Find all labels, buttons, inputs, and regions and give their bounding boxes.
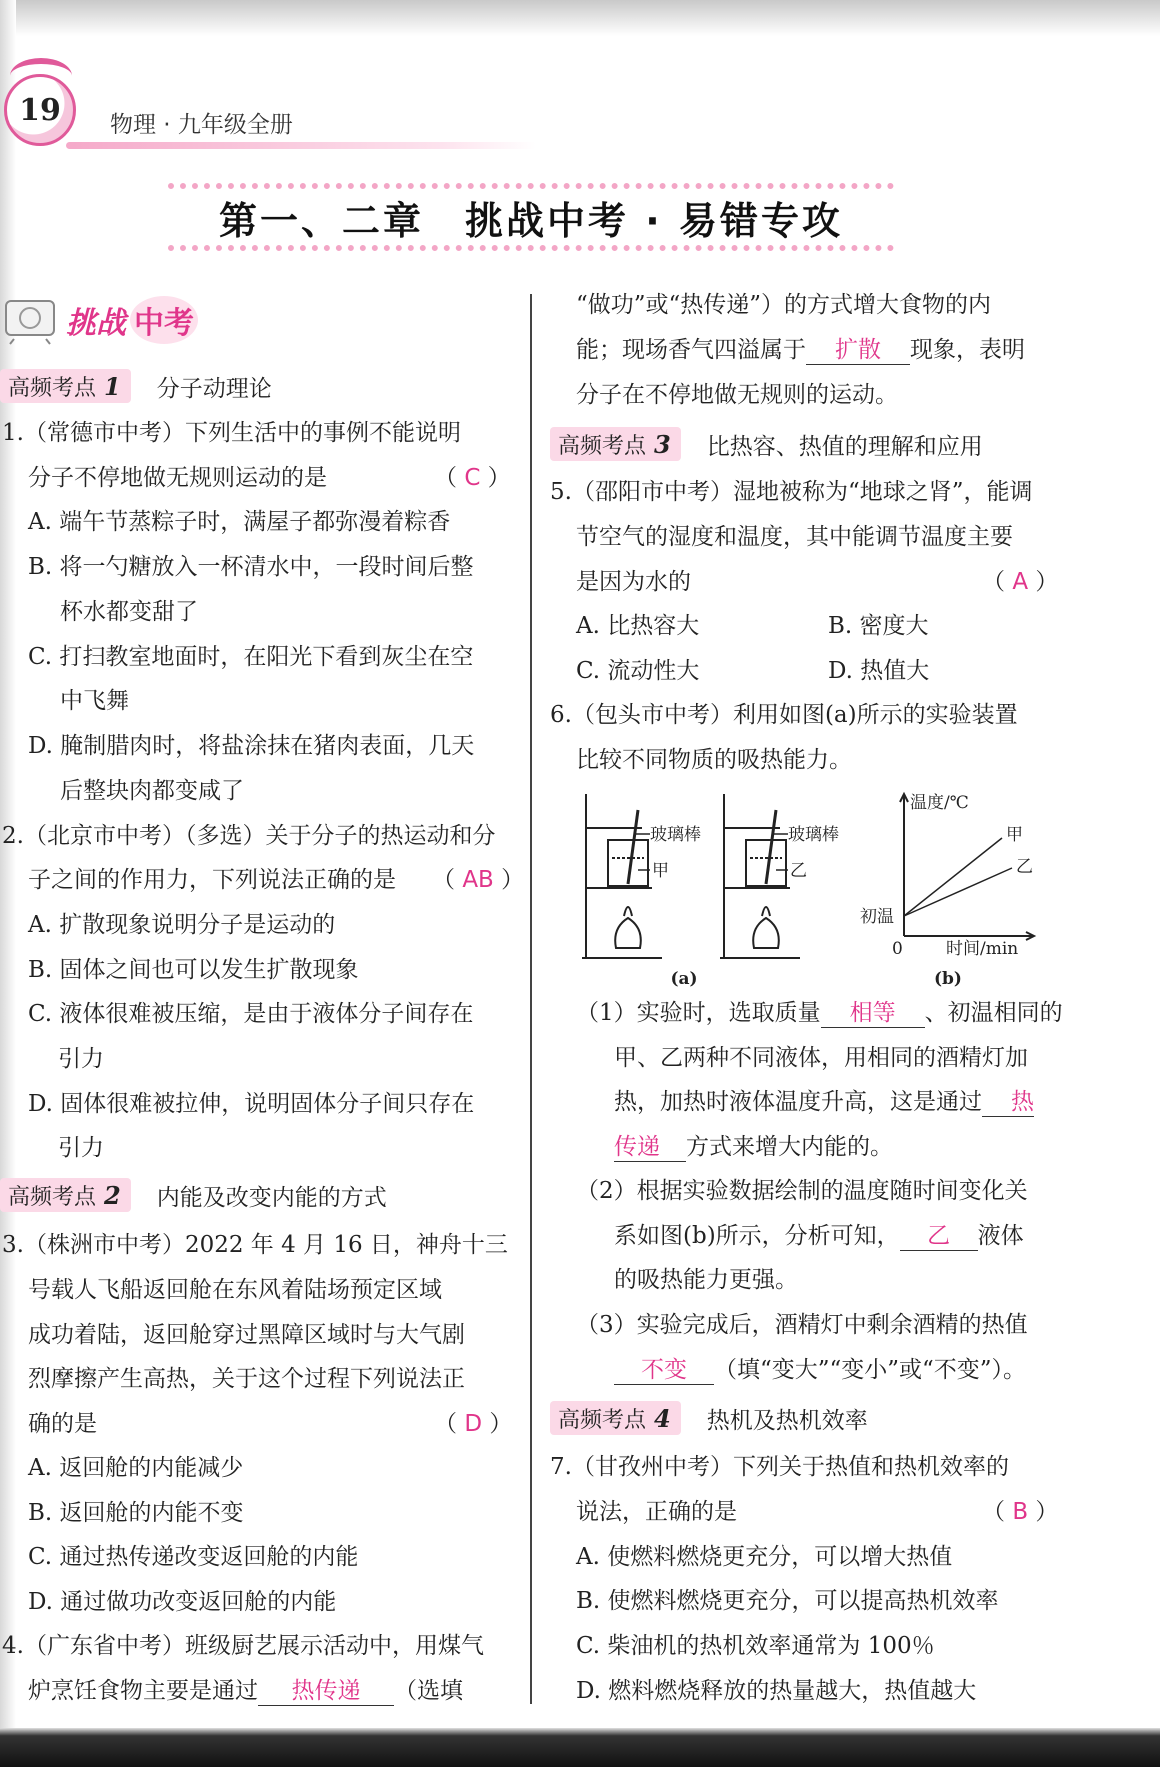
q3-line4: 烈摩擦产生高热，关于这个过程下列说法正 (28, 1366, 465, 1392)
q2-line2: 子之间的作用力，下列说法正确的是 (28, 867, 396, 893)
experiment-figure (572, 788, 1072, 988)
line-yi (904, 868, 1012, 916)
q2-option-d-cont: 引力 (58, 1135, 104, 1161)
book-title: 物理 · 九年级全册 (110, 112, 293, 138)
kp-title: 热机及热机效率 (706, 1407, 868, 1434)
q4-line3: “做功”或“热传递”）的方式增大食物的内 (576, 292, 992, 318)
q6-p3-line1: （3）实验完成后，酒精灯中剩余酒精的热值 (576, 1312, 1028, 1338)
q7-option-a: A. 使燃料燃烧更充分，可以增大热值 (576, 1544, 953, 1570)
kp-badge: 高频考点 3 (550, 427, 681, 461)
q1-option-d-cont: 后整块肉都变咸了 (60, 778, 244, 804)
chapter-banner (168, 183, 894, 251)
tv-icon (0, 295, 62, 345)
q6-blank-2a: 热 (982, 1088, 1034, 1117)
label-liquid-b: 乙 (790, 861, 807, 881)
challenge-text-a: 挑战 (66, 306, 126, 341)
knowledge-point-3 (550, 426, 983, 462)
q5-option-c: C. 流动性大 (576, 658, 700, 684)
column-divider (530, 294, 532, 1704)
line-jia (904, 838, 1002, 916)
q2-option-c: C. 液体很难被压缩，是由于液体分子间存在 (28, 1001, 474, 1027)
challenge-text-b: 中考 (130, 296, 198, 344)
q7-option-b: B. 使燃料燃烧更充分，可以提高热机效率 (576, 1588, 999, 1614)
q1-line2: 分子不停地做无规则运动的是 (28, 465, 327, 491)
q1-option-c-cont: 中飞舞 (60, 688, 129, 714)
q2-option-b: B. 固体之间也可以发生扩散现象 (28, 957, 359, 983)
kp-title: 比热容、热值的理解和应用 (706, 433, 983, 460)
q5-line1: 5.（邵阳市中考）湿地被称为“地球之肾”，能调 (550, 479, 1033, 505)
q1-option-a: A. 端午节蒸粽子时，满屋子都弥漫着粽香 (28, 509, 451, 535)
q6-p2-line2: 系如图(b)所示，分析可知， 乙 液体 (614, 1223, 1024, 1249)
kp-badge: 高频考点 4 (550, 1401, 681, 1435)
label-glass-rod-a: 玻璃棒 (650, 825, 701, 845)
q6-p2-line3: 的吸热能力更强。 (614, 1267, 798, 1293)
apparatus-b (720, 794, 800, 958)
apparatus-a (582, 794, 662, 958)
label-liquid-a: 甲 (652, 861, 669, 881)
q2-option-a: A. 扩散现象说明分子是运动的 (28, 912, 336, 938)
q1-option-b-cont: 杯水都变甜了 (60, 599, 198, 625)
q4-line1: 4.（广东省中考）班级厨艺展示活动中，用煤气 (2, 1633, 484, 1659)
challenge-banner (0, 290, 198, 350)
q2-answer-paren: （ AB ） (432, 867, 525, 893)
q4-blank-1: 热传递 (258, 1677, 394, 1706)
q3-line1: 3.（株洲市中考）2022 年 4 月 16 日，神舟十三 (2, 1232, 508, 1258)
q4-blank-2: 扩散 (806, 336, 910, 365)
q1-option-d: D. 腌制腊肉时，将盐涂抹在猪肉表面，几天 (28, 733, 475, 759)
q6-p1-line1: （1）实验时，选取质量 相等 、初温相同的 (576, 1000, 1063, 1026)
q3-line2: 号载人飞船返回舱在东风着陆场预定区域 (28, 1277, 442, 1303)
caption-a: (a) (670, 969, 698, 988)
q2-answer: AB (462, 867, 494, 893)
knowledge-point-1 (0, 368, 272, 404)
graph-ylabel: 温度/℃ (910, 793, 969, 813)
page-number: 19 (4, 74, 76, 146)
q1-option-c: C. 打扫教室地面时，在阳光下看到灰尘在空 (28, 644, 474, 670)
q3-answer: D (464, 1411, 483, 1437)
q3-option-c: C. 通过热传递改变返回舱的内能 (28, 1544, 359, 1570)
q1-option-b: B. 将一勺糖放入一杯清水中，一段时间后整 (28, 554, 474, 580)
graph-origin: 0 (892, 939, 903, 959)
q6-p3-line2: 不变 （填“变大”“变小”或“不变”）。 (614, 1355, 1026, 1385)
q3-line5: 确的是 (28, 1411, 97, 1437)
q1-answer: C (464, 465, 481, 491)
q3-option-d: D. 通过做功改变返回舱的内能 (28, 1589, 337, 1615)
q1-line1: 1.（常德市中考）下列生活中的事例不能说明 (2, 420, 461, 446)
knowledge-point-2 (0, 1177, 387, 1213)
q6-p1-line2: 甲、乙两种不同液体，用相同的酒精灯加 (614, 1045, 1028, 1071)
page-left-shadow (0, 0, 16, 1767)
graph-line-label-yi: 乙 (1016, 857, 1033, 877)
q7-line2: 说法，正确的是 (576, 1499, 737, 1525)
q7-line1: 7.（甘孜州中考）下列关于热值和热机效率的 (550, 1454, 1009, 1480)
kp-title: 内能及改变内能的方式 (156, 1184, 387, 1211)
q5-option-d: D. 热值大 (828, 658, 930, 684)
graph-line-label-jia: 甲 (1006, 825, 1023, 845)
q2-option-c-cont: 引力 (58, 1046, 104, 1072)
caption-b: (b) (934, 969, 962, 988)
kp-badge: 高频考点 1 (0, 369, 131, 403)
q6-blank-1: 相等 (821, 999, 925, 1028)
label-glass-rod-b: 玻璃棒 (788, 825, 839, 845)
q3-option-b: B. 返回舱的内能不变 (28, 1500, 244, 1526)
graph-xlabel: 时间/min (946, 939, 1019, 959)
q6-p2-line1: （2）根据实验数据绘制的温度随时间变化关 (576, 1178, 1028, 1204)
q6-line2: 比较不同物质的吸热能力。 (576, 747, 852, 773)
temperature-graph (900, 794, 1034, 940)
q6-p1-line3: 热，加热时液体温度升高，这是通过 热 (614, 1089, 1034, 1115)
q6-blank-2b: 传递 (614, 1133, 686, 1162)
q5-line2: 节空气的湿度和温度，其中能调节温度主要 (576, 524, 1013, 550)
kp-title: 分子动理论 (156, 375, 272, 402)
graph-init-temp: 初温 (860, 907, 894, 927)
q3-option-a: A. 返回舱的内能减少 (28, 1455, 244, 1481)
q5-answer: A (1012, 569, 1029, 595)
q5-answer-paren: （ A ） (982, 569, 1059, 595)
q6-p1-line4: 传递 方式来增大内能的。 (614, 1134, 893, 1160)
q4-line5: 分子在不停地做无规则的运动。 (576, 382, 898, 408)
page-top-shadow (0, 0, 1160, 36)
q4-line4: 能；现场香气四溢属于 扩散 现象，表明 (576, 337, 1025, 363)
q6-line1: 6.（包头市中考）利用如图(a)所示的实验装置 (550, 702, 1018, 728)
q6-blank-4: 不变 (614, 1356, 714, 1385)
q5-option-a: A. 比热容大 (576, 613, 700, 639)
q5-line3: 是因为水的 (576, 569, 691, 595)
q7-answer-paren: （ B ） (982, 1499, 1059, 1525)
q2-line1: 2.（北京市中考）（多选）关于分子的热运动和分 (2, 823, 496, 849)
bottom-bar (0, 1728, 1160, 1767)
q3-line3: 成功着陆，返回舱穿过黑障区域时与大气剧 (28, 1322, 465, 1348)
kp-badge: 高频考点 2 (0, 1178, 131, 1212)
chapter-title: 第一、二章 挑战中考 · 易错专攻 (219, 198, 843, 243)
q7-answer: B (1012, 1499, 1029, 1525)
q1-answer-paren: （ C ） (434, 465, 511, 491)
q3-answer-paren: （ D ） (434, 1411, 513, 1437)
knowledge-point-4 (550, 1400, 868, 1436)
q5-option-b: B. 密度大 (828, 613, 929, 639)
q4-line2: 炉烹饪食物主要是通过 热传递 （选填 (28, 1678, 463, 1704)
q6-blank-3: 乙 (900, 1222, 978, 1251)
q2-option-d: D. 固体很难被拉伸，说明固体分子间只存在 (28, 1091, 475, 1117)
header-rule (66, 142, 536, 149)
q7-option-d: D. 燃料燃烧释放的热量越大，热值越大 (576, 1678, 977, 1704)
q7-option-c: C. 柴油机的热机效率通常为 100％ (576, 1633, 935, 1659)
